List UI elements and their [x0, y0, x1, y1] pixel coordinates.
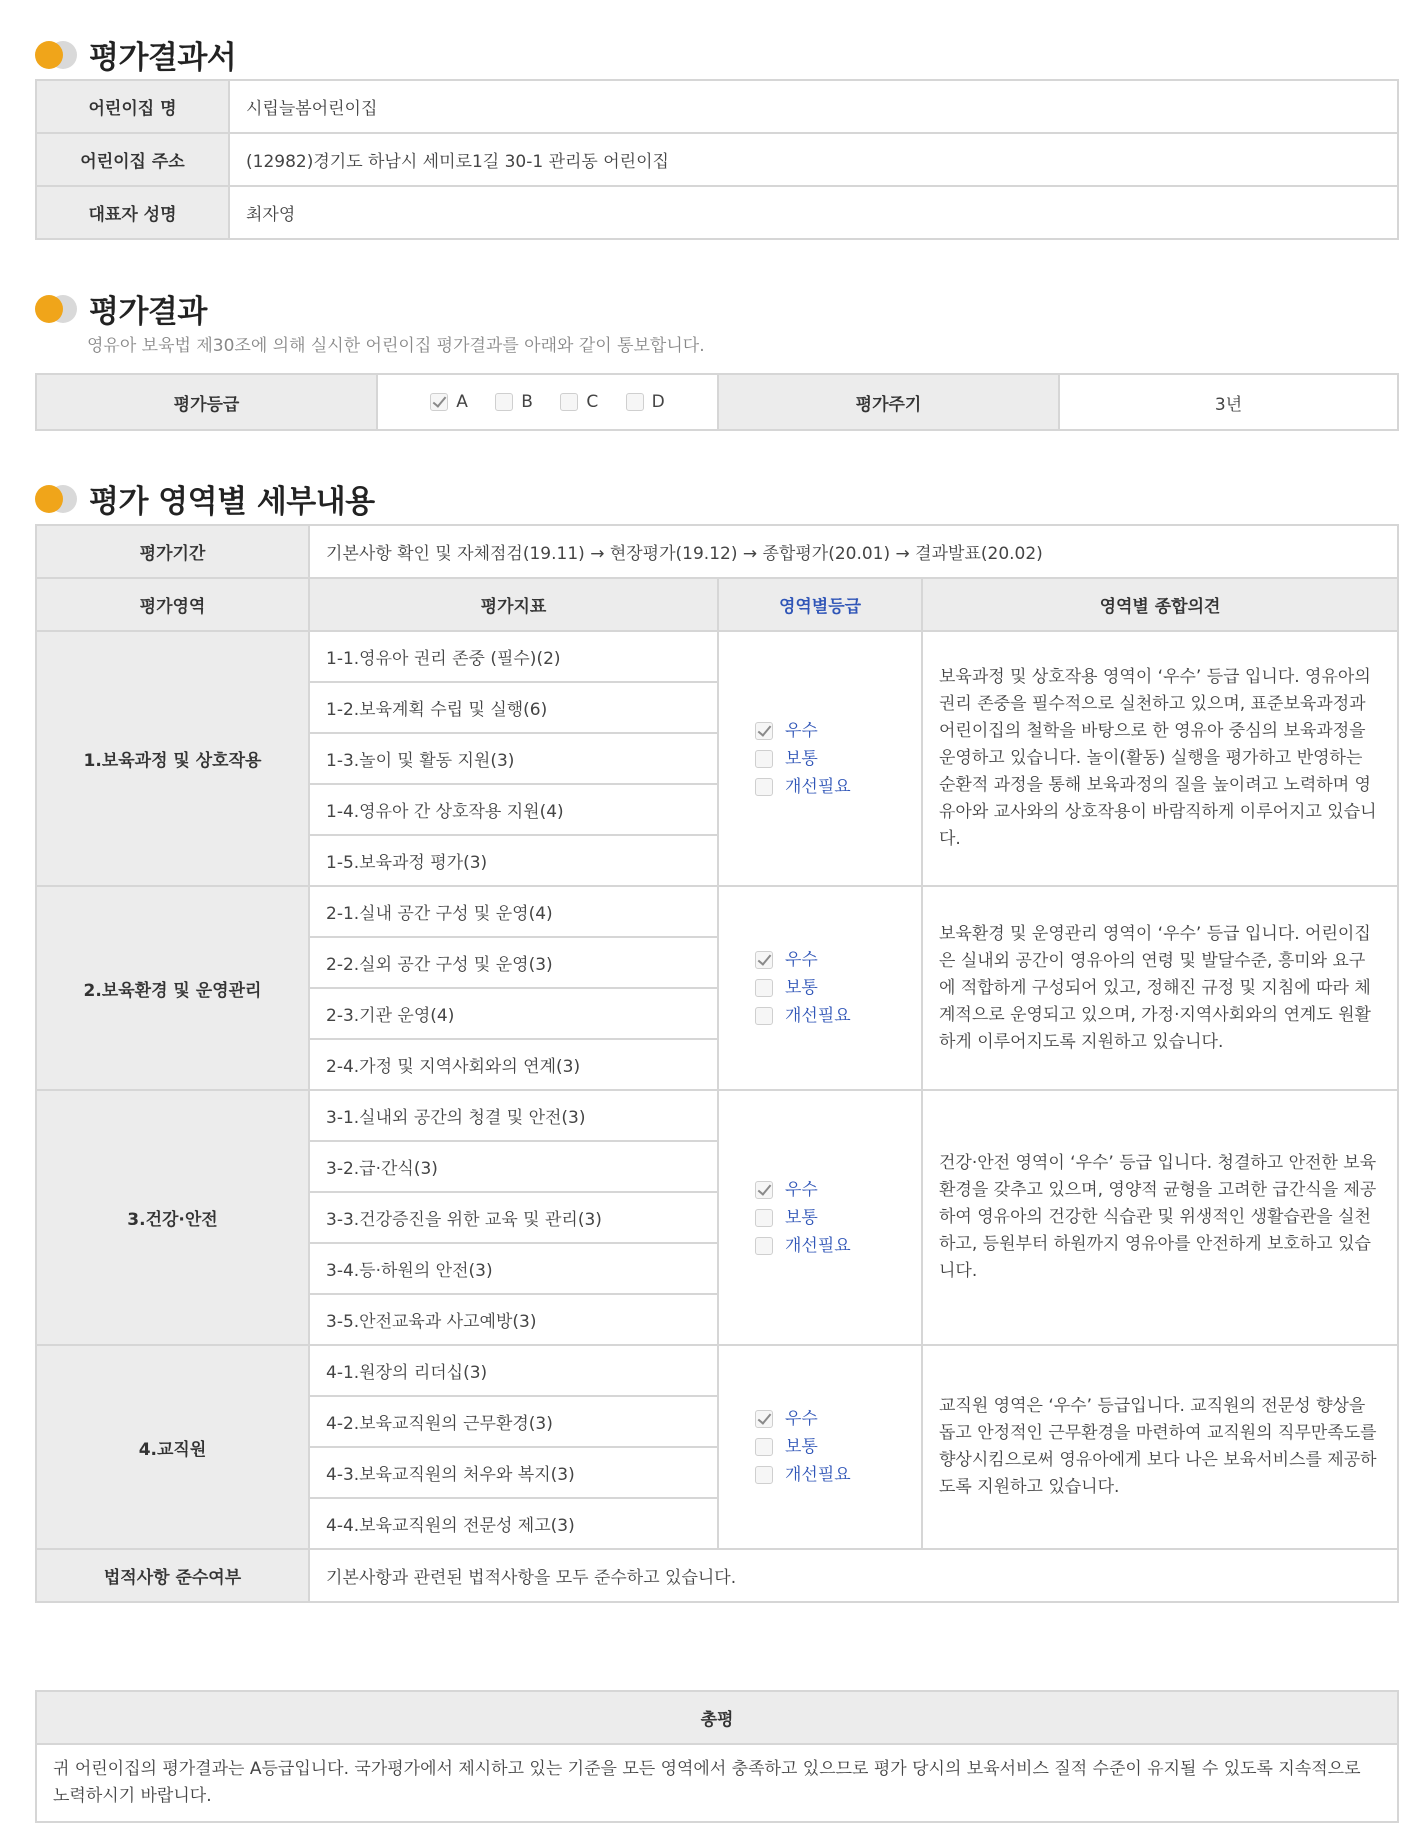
- checkbox-normal[interactable]: [755, 979, 773, 997]
- indicator-cell: 1-5.보육과정 평가(3): [309, 835, 718, 886]
- grade-line: [755, 1433, 818, 1461]
- grade-option-label: A: [456, 392, 468, 412]
- info-label: 어린이집 주소: [36, 133, 229, 186]
- indicator-cell: 3-4.등·하원의 안전(3): [309, 1243, 718, 1294]
- checkbox-needs-improvement[interactable]: [755, 778, 773, 796]
- checkbox-normal[interactable]: [755, 1209, 773, 1227]
- checkbox-a[interactable]: [430, 393, 448, 411]
- info-label: 대표자 성명: [36, 186, 229, 239]
- legal-label: 법적사항 준수여부: [36, 1549, 309, 1602]
- info-label: 어린이집 명: [36, 80, 229, 133]
- area-opinion: 건강·안전 영역이 ‘우수’ 등급 입니다. 청결하고 안전한 보육환경을 갖추고 있으며, 영양적 균형을 고려한 급간식을 제공하여 영유아의 건강한 식습관 및 위생적인 생활습관을 실천하고, 등원부터 하원까지 영유아를 안전하게 보호하고 있습니다.: [922, 1090, 1398, 1345]
- indicator-cell: 4-1.원장의 리더십(3): [309, 1345, 718, 1396]
- area-name: 3.건강·안전: [36, 1090, 309, 1345]
- header-area: 평가영역: [36, 578, 309, 631]
- indicator-cell: 3-3.건강증진을 위한 교육 및 관리(3): [309, 1192, 718, 1243]
- section-title: 평가 영역별 세부내용: [89, 484, 375, 520]
- area-name: 1.보육과정 및 상호작용: [36, 631, 309, 886]
- legal-value: 기본사항과 관련된 법적사항을 모두 준수하고 있습니다.: [309, 1549, 1398, 1602]
- grade-line: [755, 717, 818, 745]
- grade-line: [755, 1461, 851, 1489]
- legal-row: [36, 1549, 1398, 1602]
- grade-text: 보통: [785, 1437, 818, 1457]
- checkbox-b[interactable]: [495, 393, 513, 411]
- area-opinion: 보육환경 및 운영관리 영역이 ‘우수’ 등급 입니다. 어린이집은 실내외 공간이 영유아의 연령 및 발달수준, 흥미와 요구에 적합하게 구성되어 있고, 정해진 규정 및 지침에 따라 체계적으로 운영되고 있으며, 가정·지역사회와의 연계도 원활하게 이루어지도록 지원하고 있습니다.: [922, 886, 1398, 1090]
- daycare-info-table: [35, 79, 1399, 240]
- info-row: [36, 80, 1398, 133]
- grade-checkbox-group: [755, 717, 905, 801]
- indicator-cell: 3-2.급·간식(3): [309, 1141, 718, 1192]
- area-grade-cell: [718, 1090, 922, 1345]
- checkbox-excellent[interactable]: [755, 951, 773, 969]
- info-row: [36, 133, 1398, 186]
- indicator-cell: 1-1.영유아 권리 존중 (필수)(2): [309, 631, 718, 682]
- checkbox-excellent[interactable]: [755, 722, 773, 740]
- indicator-cell: 1-3.놀이 및 활동 지원(3): [309, 733, 718, 784]
- header-opinion: 영역별 종합의견: [922, 578, 1398, 631]
- header-indicator: 평가지표: [309, 578, 718, 631]
- detail-table: [35, 524, 1399, 1603]
- checkbox-d[interactable]: [626, 393, 644, 411]
- indicator-cell: 4-2.보육교직원의 근무환경(3): [309, 1396, 718, 1447]
- area-grade-cell: [718, 886, 922, 1090]
- info-value: (12982)경기도 하남시 세미로1길 30-1 관리동 어린이집: [229, 133, 1398, 186]
- grade-line: [755, 1232, 851, 1260]
- info-value: 시립늘봄어린이집: [229, 80, 1398, 133]
- grade-line: [755, 1405, 818, 1433]
- checkbox-needs-improvement[interactable]: [755, 1007, 773, 1025]
- grade-row: [36, 374, 1398, 430]
- grade-options: [377, 374, 718, 430]
- indicator-cell: 2-4.가정 및 지역사회와의 연계(3): [309, 1039, 718, 1090]
- grade-line: [755, 745, 818, 773]
- checkbox-excellent[interactable]: [755, 1181, 773, 1199]
- grade-checkbox-group: [755, 1405, 905, 1489]
- grade-line: [755, 974, 818, 1002]
- area-name: 4.교직원: [36, 1345, 309, 1549]
- area-opinion: 보육과정 및 상호작용 영역이 ‘우수’ 등급 입니다. 영유아의 권리 존중을 필수적으로 실천하고 있으며, 표준보육과정과 어린이집의 철학을 바탕으로 한 영유아 중심의 보육과정을 운영하고 있습니다. 놀이(활동) 실행을 평가하고 반영하는 순환적 과정을 통해 보육과정의 질을 높이려고 노력하며 영유아와 교사와의 상호작용이 바람직하게 이루어지고 있습니다.: [922, 631, 1398, 886]
- grade-text: 개선필요: [785, 1235, 851, 1256]
- grade-line: [755, 1002, 851, 1030]
- section-bullet-icon: [35, 41, 77, 69]
- info-row: [36, 186, 1398, 239]
- checkbox-normal[interactable]: [755, 750, 773, 768]
- area-row: [36, 1090, 1398, 1141]
- summary-title: 총평: [36, 1691, 1398, 1744]
- grade-text: 보통: [785, 1207, 818, 1228]
- checkbox-needs-improvement[interactable]: [755, 1466, 773, 1484]
- grade-text: 보통: [785, 748, 818, 769]
- indicator-cell: 3-5.안전교육과 사고예방(3): [309, 1294, 718, 1345]
- section-subtitle: 영유아 보육법 제30조에 의해 실시한 어린이집 평가결과를 아래와 같이 통보합니다.: [87, 336, 705, 356]
- checkbox-needs-improvement[interactable]: [755, 1237, 773, 1255]
- indicator-cell: 4-3.보육교직원의 처우와 복지(3): [309, 1447, 718, 1498]
- indicator-cell: 2-1.실내 공간 구성 및 운영(4): [309, 886, 718, 937]
- section-bullet-icon: [35, 295, 77, 323]
- indicator-cell: 2-3.기관 운영(4): [309, 988, 718, 1039]
- grade-text: 개선필요: [785, 776, 851, 797]
- grade-label: 평가등급: [36, 374, 377, 430]
- grade-text: 우수: [785, 950, 818, 970]
- grade-checkbox-group: [755, 946, 905, 1030]
- period-label: 평가기간: [36, 525, 309, 578]
- cycle-value: 3년: [1059, 374, 1398, 430]
- area-name: 2.보육환경 및 운영관리: [36, 886, 309, 1090]
- area-grade-cell: [718, 1345, 922, 1549]
- period-value: 기본사항 확인 및 자체점검(19.11) → 현장평가(19.12) → 종합평가(20.01) → 결과발표(20.02): [309, 525, 1398, 578]
- area-row: [36, 1345, 1398, 1396]
- summary-text: 귀 어린이집의 평가결과는 A등급입니다. 국가평가에서 제시하고 있는 기준을 모든 영역에서 충족하고 있으므로 평가 당시의 보육서비스 질적 수준이 유지될 수 있도록 지속적으로 노력하시기 바랍니다.: [36, 1744, 1398, 1822]
- detail-header-row: [36, 578, 1398, 631]
- indicator-cell: 1-4.영유아 간 상호작용 지원(4): [309, 784, 718, 835]
- summary-table: [35, 1690, 1399, 1823]
- header-grade: 영역별등급: [718, 578, 922, 631]
- grade-checkbox-group: [755, 1176, 905, 1260]
- period-row: [36, 525, 1398, 578]
- grade-text: 보통: [785, 978, 818, 998]
- area-grade-cell: [718, 631, 922, 886]
- cycle-label: 평가주기: [718, 374, 1059, 430]
- grade-text: 우수: [785, 1179, 818, 1200]
- grade-line: [755, 1176, 818, 1204]
- summary-body-row: [36, 1744, 1398, 1822]
- section-header-result: [35, 286, 207, 331]
- grade-line: [755, 1204, 818, 1232]
- area-opinion: 교직원 영역은 ‘우수’ 등급입니다. 교직원의 전문성 향상을 돕고 안정적인 근무환경을 마련하여 교직원의 직무만족도를 향상시킴으로써 영유아에게 보다 나은 보육서비스를 제공하도록 지원하고 있습니다.: [922, 1345, 1398, 1549]
- checkbox-excellent[interactable]: [755, 1410, 773, 1428]
- summary-header-row: [36, 1691, 1398, 1744]
- section-header-detail: [35, 476, 375, 521]
- section-header-result-report: [35, 32, 236, 77]
- area-row: [36, 631, 1398, 682]
- section-title: 평가결과: [89, 294, 207, 330]
- grade-option-label: D: [651, 392, 665, 412]
- area-row: [36, 886, 1398, 937]
- grade-table: [35, 373, 1399, 431]
- indicator-cell: 1-2.보육계획 수립 및 실행(6): [309, 682, 718, 733]
- indicator-cell: 4-4.보육교직원의 전문성 제고(3): [309, 1498, 718, 1549]
- grade-text: 우수: [785, 1409, 818, 1429]
- section-bullet-icon: [35, 485, 77, 513]
- grade-text: 개선필요: [785, 1006, 851, 1026]
- grade-line: [755, 773, 851, 801]
- grade-option-label: C: [586, 392, 599, 412]
- section-title: 평가결과서: [89, 40, 237, 76]
- indicator-cell: 3-1.실내외 공간의 청결 및 안전(3): [309, 1090, 718, 1141]
- grade-text: 개선필요: [785, 1465, 851, 1485]
- indicator-cell: 2-2.실외 공간 구성 및 운영(3): [309, 937, 718, 988]
- grade-text: 우수: [785, 720, 818, 741]
- grade-option-label: B: [521, 392, 533, 412]
- grade-line: [755, 946, 818, 974]
- checkbox-c[interactable]: [560, 393, 578, 411]
- checkbox-normal[interactable]: [755, 1438, 773, 1456]
- info-value: 최자영: [229, 186, 1398, 239]
